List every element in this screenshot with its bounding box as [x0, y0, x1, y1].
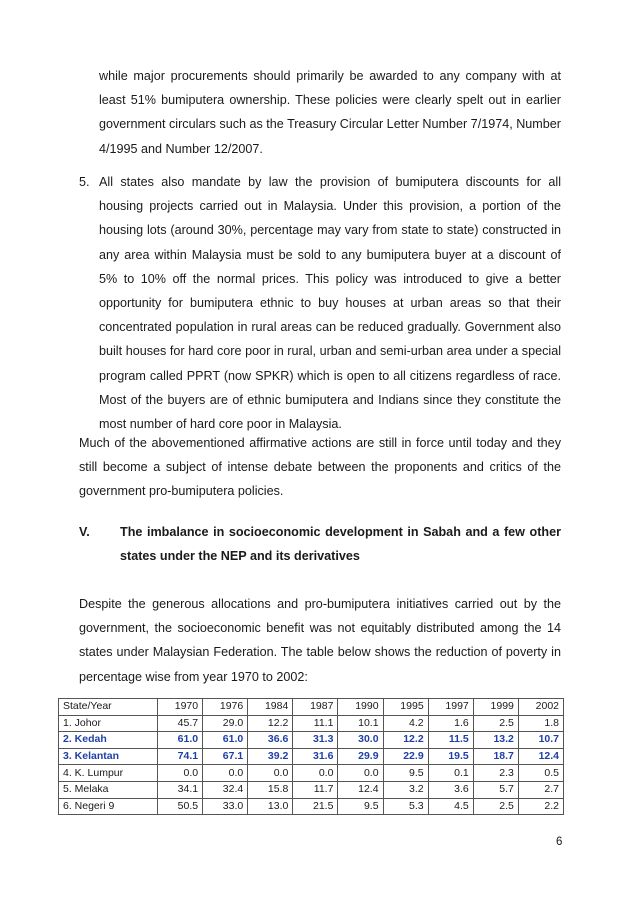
- table-cell-value: 29.9: [338, 748, 383, 765]
- table-cell-value: 36.6: [248, 732, 293, 749]
- paragraph-affirmative-actions: Much of the abovementioned affirmative actions are still in force until today and they still become a subject of intense debate between the proponents and critics of the government pro-bumiputera policies.: [79, 436, 561, 499]
- table-header-cell: 1997: [428, 699, 473, 716]
- table-cell-value: 2.5: [473, 798, 518, 815]
- table-row: [59, 781, 564, 798]
- table-cell-value: 22.9: [383, 748, 428, 765]
- table-header-row: [59, 699, 564, 716]
- table-cell-value: 30.0: [338, 732, 383, 749]
- table-cell-value: 12.4: [518, 748, 563, 765]
- table-cell-value: 12.2: [383, 732, 428, 749]
- table-cell-value: 31.3: [293, 732, 338, 749]
- table-header-cell: 1970: [158, 699, 203, 716]
- table-header-cell: 2002: [518, 699, 563, 716]
- table-cell-value: 0.0: [293, 765, 338, 782]
- table-cell-value: 32.4: [203, 781, 248, 798]
- table-header-cell: 1990: [338, 699, 383, 716]
- table-header-cell: State/Year: [59, 699, 158, 716]
- page-number: 6: [556, 836, 563, 848]
- table-cell-value: 50.5: [158, 798, 203, 815]
- table-cell-value: 0.0: [338, 765, 383, 782]
- table-cell-value: 1.8: [518, 715, 563, 732]
- table-cell-value: 33.0: [203, 798, 248, 815]
- table-cell-value: 29.0: [203, 715, 248, 732]
- list-item-5: [79, 170, 561, 432]
- table-cell-value: 2.5: [473, 715, 518, 732]
- paragraph-procurement-continuation: while major procurements should primarily be awarded to any company with at least 51% bumiputera ownership. These policies were clearly spelt out in earlier government circulars such as the Treasury Circular Letter Number 7/1974, Number 4/1995 and Number 12/2007.: [99, 69, 561, 156]
- table-row: [59, 732, 564, 749]
- table-cell-value: 3.2: [383, 781, 428, 798]
- table-cell-value: 3.6: [428, 781, 473, 798]
- table-cell-value: 34.1: [158, 781, 203, 798]
- table-cell-value: 4.2: [383, 715, 428, 732]
- table-row: [59, 765, 564, 782]
- table-cell-value: 2.3: [473, 765, 518, 782]
- table-cell-value: 74.1: [158, 748, 203, 765]
- table-cell-value: 15.8: [248, 781, 293, 798]
- table-cell-state: 1. Johor: [59, 715, 158, 732]
- table-header-cell: 1984: [248, 699, 293, 716]
- table-cell-value: 61.0: [158, 732, 203, 749]
- poverty-table: [58, 698, 564, 815]
- table-header-cell: 1976: [203, 699, 248, 716]
- table-cell-value: 67.1: [203, 748, 248, 765]
- table-cell-value: 0.1: [428, 765, 473, 782]
- table-header-cell: 1995: [383, 699, 428, 716]
- table-cell-value: 12.2: [248, 715, 293, 732]
- table-header-cell: 1987: [293, 699, 338, 716]
- table-cell-value: 19.5: [428, 748, 473, 765]
- table-row: [59, 798, 564, 815]
- table-cell-value: 9.5: [338, 798, 383, 815]
- list-item-text: All states also mandate by law the provision of bumiputera discounts for all housing projects carried out in Malaysia. Under this provision, a portion of the housing lots (around 30%, percentage may vary from state to state) constructed in any area within Malaysia must be sold to any bumiputera buyer at a discount of 5% to 10% off the normal prices. This policy was introduced to give a better opportunity for bumiputera ethnic to buy houses at urban areas so that their concentrated population in rural areas can be reduced gradually. Government also built houses for hard core poor in rural, urban and semi-urban area under a special program called PPRT (now SPKR) which is open to all citizens regardless of race. Most of the buyers are of ethnic bumiputera and Indians since they constitute the most number of hard core poor in Malaysia.: [99, 175, 561, 432]
- table-cell-value: 13.0: [248, 798, 293, 815]
- table-cell-value: 31.6: [293, 748, 338, 765]
- table-cell-state: 4. K. Lumpur: [59, 765, 158, 782]
- table-cell-value: 2.2: [518, 798, 563, 815]
- table-cell-value: 11.1: [293, 715, 338, 732]
- table-cell-state: 2. Kedah: [59, 732, 158, 749]
- table-cell-value: 11.7: [293, 781, 338, 798]
- table-row: [59, 715, 564, 732]
- table-cell-value: 21.5: [293, 798, 338, 815]
- table-cell-value: 0.0: [248, 765, 293, 782]
- section-number: V.: [79, 525, 90, 539]
- table-cell-value: 5.3: [383, 798, 428, 815]
- table-row: [59, 748, 564, 765]
- table-cell-value: 12.4: [338, 781, 383, 798]
- table-cell-value: 18.7: [473, 748, 518, 765]
- table-cell-value: 10.7: [518, 732, 563, 749]
- section-heading: [79, 520, 561, 570]
- table-cell-value: 0.5: [518, 765, 563, 782]
- table-cell-value: 13.2: [473, 732, 518, 749]
- table-header-cell: 1999: [473, 699, 518, 716]
- table-cell-value: 0.0: [158, 765, 203, 782]
- table-cell-value: 39.2: [248, 748, 293, 765]
- table-cell-state: 3. Kelantan: [59, 748, 158, 765]
- table-cell-value: 2.7: [518, 781, 563, 798]
- table-cell-value: 5.7: [473, 781, 518, 798]
- table-cell-state: 6. Negeri 9: [59, 798, 158, 815]
- paragraph-despite: Despite the generous allocations and pro-bumiputera initiatives carried out by the government, the socioeconomic benefit was not equitably distributed among the 14 states under Malaysian Federation. The table below shows the reduction of poverty in percentage wise from year 1970 to 2002:: [79, 597, 561, 684]
- table-cell-value: 1.6: [428, 715, 473, 732]
- list-item-number: 5.: [79, 175, 90, 189]
- table-cell-value: 10.1: [338, 715, 383, 732]
- table-cell-value: 9.5: [383, 765, 428, 782]
- table-cell-state: 5. Melaka: [59, 781, 158, 798]
- table-cell-value: 61.0: [203, 732, 248, 749]
- table-cell-value: 0.0: [203, 765, 248, 782]
- table-cell-value: 4.5: [428, 798, 473, 815]
- table-cell-value: 11.5: [428, 732, 473, 749]
- table-cell-value: 45.7: [158, 715, 203, 732]
- section-title: The imbalance in socioeconomic development in Sabah and a few other states under the NEP and its derivatives: [120, 525, 561, 564]
